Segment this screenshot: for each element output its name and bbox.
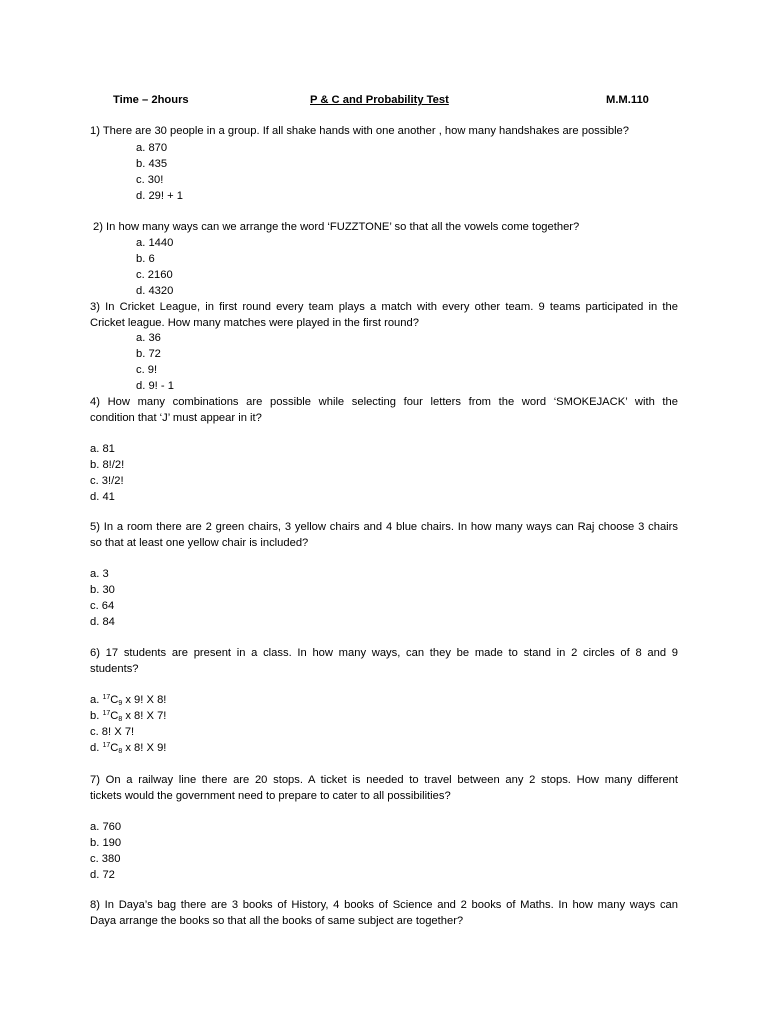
question-1-option-c: c. 30! xyxy=(136,174,164,186)
option-expression: x 8! X 9! xyxy=(122,742,167,754)
test-title: P & C and Probability Test xyxy=(310,94,449,106)
question-1-stem: 1) There are 30 people in a group. If all shake hands with one another , how many handshakes are possible? xyxy=(90,125,630,137)
combination-superscript: 17 xyxy=(102,742,111,749)
question-4-option-a: a. 81 xyxy=(90,443,115,455)
question-5-option-d: d. 84 xyxy=(90,616,115,628)
question-5-option-a: a. 3 xyxy=(90,568,109,580)
combination-symbol: C xyxy=(110,742,119,754)
question-7-option-d: d. 72 xyxy=(90,869,115,881)
question-2-stem: 2) In how many ways can we arrange the word ‘FUZZTONE’ so that all the vowels come together? xyxy=(93,221,580,233)
option-expression: x 8! X 7! xyxy=(122,710,167,722)
time-label: Time – 2hours xyxy=(113,94,189,106)
combination-subscript: 8 xyxy=(118,716,123,723)
question-5-option-c: c. 64 xyxy=(90,600,115,612)
question-2-option-a: a. 1440 xyxy=(136,237,174,249)
question-4-option-b: b. 8!/2! xyxy=(90,459,125,471)
question-4-stem-line-1: 4) How many combinations are possible while selecting four letters from the word ‘SMOKEJACK’ with the xyxy=(90,396,678,408)
question-6-stem-line-2: students? xyxy=(90,663,139,675)
question-8-stem-line-2: Daya arrange the books so that all the books of same subject are together? xyxy=(90,915,464,927)
question-7-stem-line-2: tickets would the government need to prepare to cater to all possibilities? xyxy=(90,790,451,802)
question-6-stem-line-1: 6) 17 students are present in a class. In how many ways, can they be made to stand in 2 circles of 8 and 9 xyxy=(90,647,678,659)
option-expression: x 9! X 8! xyxy=(122,694,167,706)
option-letter: b. xyxy=(90,710,100,722)
question-3-option-a: a. 36 xyxy=(136,332,161,344)
question-5-stem-line-1: 5) In a room there are 2 green chairs, 3 yellow chairs and 4 blue chairs. In how many ways can Raj choose 3 chairs xyxy=(90,521,678,533)
question-7-option-a: a. 760 xyxy=(90,821,122,833)
question-5-option-b: b. 30 xyxy=(90,584,115,596)
combination-subscript: 9 xyxy=(118,700,123,707)
combination-symbol: C xyxy=(110,710,119,722)
question-7-option-b: b. 190 xyxy=(90,837,122,849)
max-marks: M.M.110 xyxy=(606,94,649,106)
question-3-option-d: d. 9! - 1 xyxy=(136,380,174,392)
question-6-option-d xyxy=(90,743,166,754)
combination-superscript: 17 xyxy=(102,710,111,717)
question-8-stem-line-1: 8) In Daya’s bag there are 3 books of History, 4 books of Science and 2 books of Maths. In how many ways can xyxy=(90,899,678,911)
question-4-option-c: c. 3!/2! xyxy=(90,475,124,487)
combination-symbol: C xyxy=(110,694,119,706)
combination-superscript: 17 xyxy=(102,694,111,701)
option-letter: a. xyxy=(90,694,100,706)
question-2-option-c: c. 2160 xyxy=(136,269,173,281)
question-7-option-c: c. 380 xyxy=(90,853,121,865)
question-6-option-a xyxy=(90,695,166,706)
question-5-stem-line-2: so that at least one yellow chair is included? xyxy=(90,537,309,549)
question-2-option-b: b. 6 xyxy=(136,253,155,265)
question-2-option-d: d. 4320 xyxy=(136,285,174,297)
question-6-option-b xyxy=(90,711,166,722)
question-7-stem-line-1: 7) On a railway line there are 20 stops. A ticket is needed to travel between any 2 stops. How many different xyxy=(90,774,678,786)
question-1-option-d: d. 29! + 1 xyxy=(136,190,183,202)
question-4-option-d: d. 41 xyxy=(90,491,115,503)
question-6-option-c xyxy=(90,727,134,738)
question-3-stem-line-2: Cricket league. How many matches were played in the first round? xyxy=(90,317,419,329)
question-3-option-b: b. 72 xyxy=(136,348,161,360)
question-4-stem-line-2: condition that ‘J’ must appear in it? xyxy=(90,412,262,424)
question-3-option-c: c. 9! xyxy=(136,364,158,376)
question-3-stem-line-1: 3) In Cricket League, in first round every team plays a match with every other team. 9 teams participated in the xyxy=(90,301,678,313)
option-text: c. 8! X 7! xyxy=(90,726,135,738)
question-1-option-b: b. 435 xyxy=(136,158,168,170)
question-1-option-a: a. 870 xyxy=(136,142,168,154)
option-letter: d. xyxy=(90,742,100,754)
combination-subscript: 8 xyxy=(118,748,123,755)
